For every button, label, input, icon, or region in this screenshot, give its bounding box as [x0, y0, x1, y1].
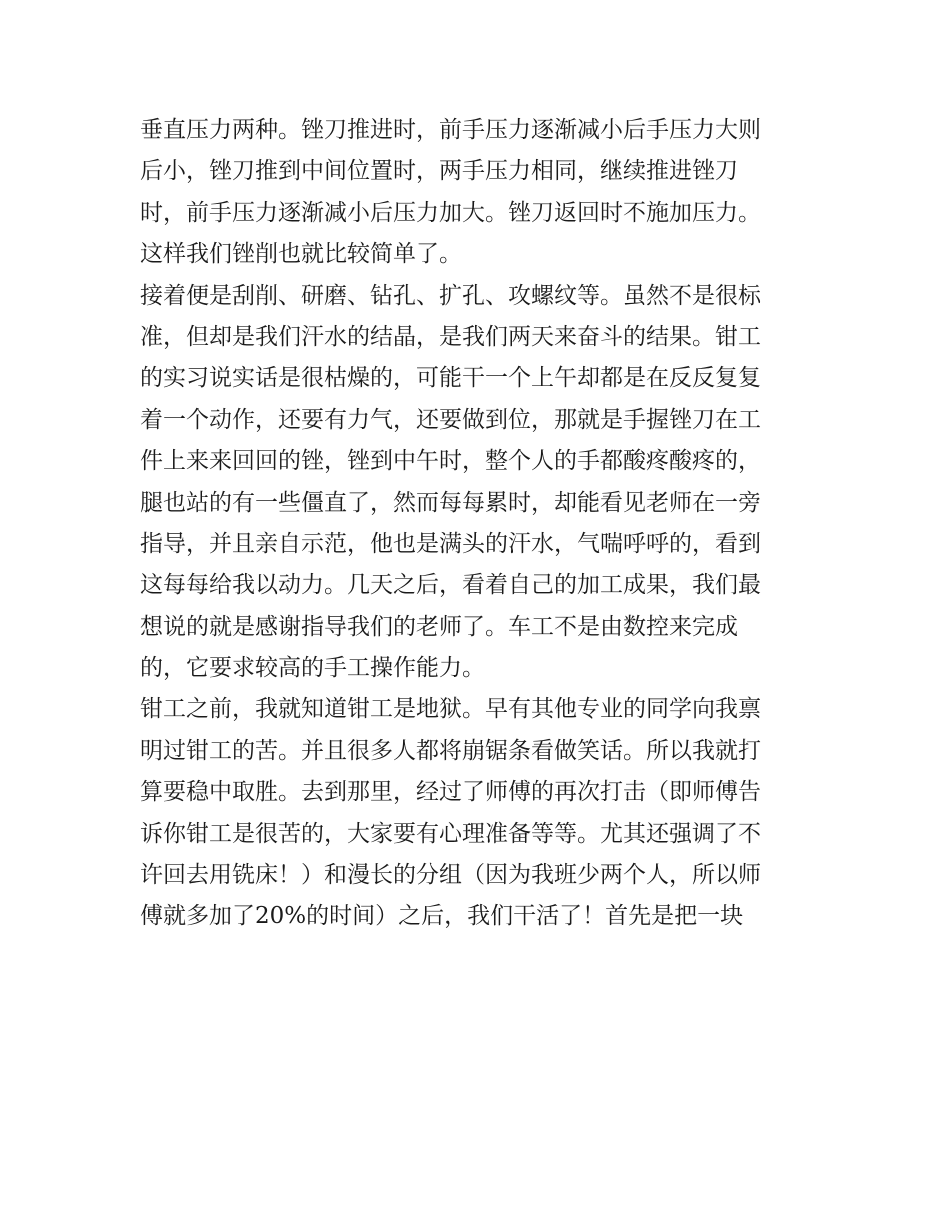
text-line: 诉你钳工是很苦的，大家要有心理准备等等。尤其还强调了不 — [140, 820, 761, 847]
text-line: 垂直压力两种。锉刀推进时，前手压力逐渐减小后手压力大则 — [140, 117, 761, 143]
text-line: 后小，锉刀推到中间位置时，两手压力相同，继续推进锉刀 — [140, 158, 738, 185]
text-line: 明过钳工的苦。并且很多人都将崩锯条看做笑话。所以我就打 — [140, 737, 761, 764]
text-line: 腿也站的有一些僵直了，然而每每累时，却能看见老师在一旁 — [140, 489, 761, 516]
text-line: 准，但却是我们汗水的结晶，是我们两天来奋斗的结果。钳工 — [140, 323, 761, 350]
text-line: 着一个动作，还要有力气，还要做到位，那就是手握锉刀在工 — [140, 406, 761, 433]
text-line: 钳工之前，我就知道钳工是地狱。早有其他专业的同学向我禀 — [140, 696, 761, 723]
text-line: 这样我们锉削也就比较简单了。 — [140, 241, 462, 268]
text-line: 想说的就是感谢指导我们的老师了。车工不是由数控来完成 — [140, 613, 738, 640]
document-text-body — [140, 110, 820, 938]
text-line: 的，它要求较高的手工操作能力。 — [140, 655, 485, 682]
text-line: 指导，并且亲自示范，他也是满头的汗水，气喘呼呼的，看到 — [140, 530, 761, 557]
text-line: 傅就多加了20%的时间）之后，我们干活了！首先是把一块 — [140, 903, 744, 930]
text-line: 时，前手压力逐渐减小后压力加大。锉刀返回时不施加压力。 — [140, 199, 761, 226]
text-line: 许回去用铣床！）和漫长的分组（因为我班少两个人，所以师 — [140, 862, 761, 889]
text-line: 的实习说实话是很枯燥的，可能干一个上午却都是在反反复复 — [140, 365, 761, 392]
text-line: 接着便是刮削、研磨、钻孔、扩孔、攻螺纹等。虽然不是很标 — [140, 282, 761, 309]
text-line: 这每每给我以动力。几天之后，看着自己的加工成果，我们最 — [140, 572, 761, 599]
text-line: 算要稳中取胜。去到那里，经过了师傅的再次打击（即师傅告 — [140, 779, 761, 806]
text-line: 件上来来回回的锉，锉到中午时，整个人的手都酸疼酸疼的， — [140, 448, 761, 475]
